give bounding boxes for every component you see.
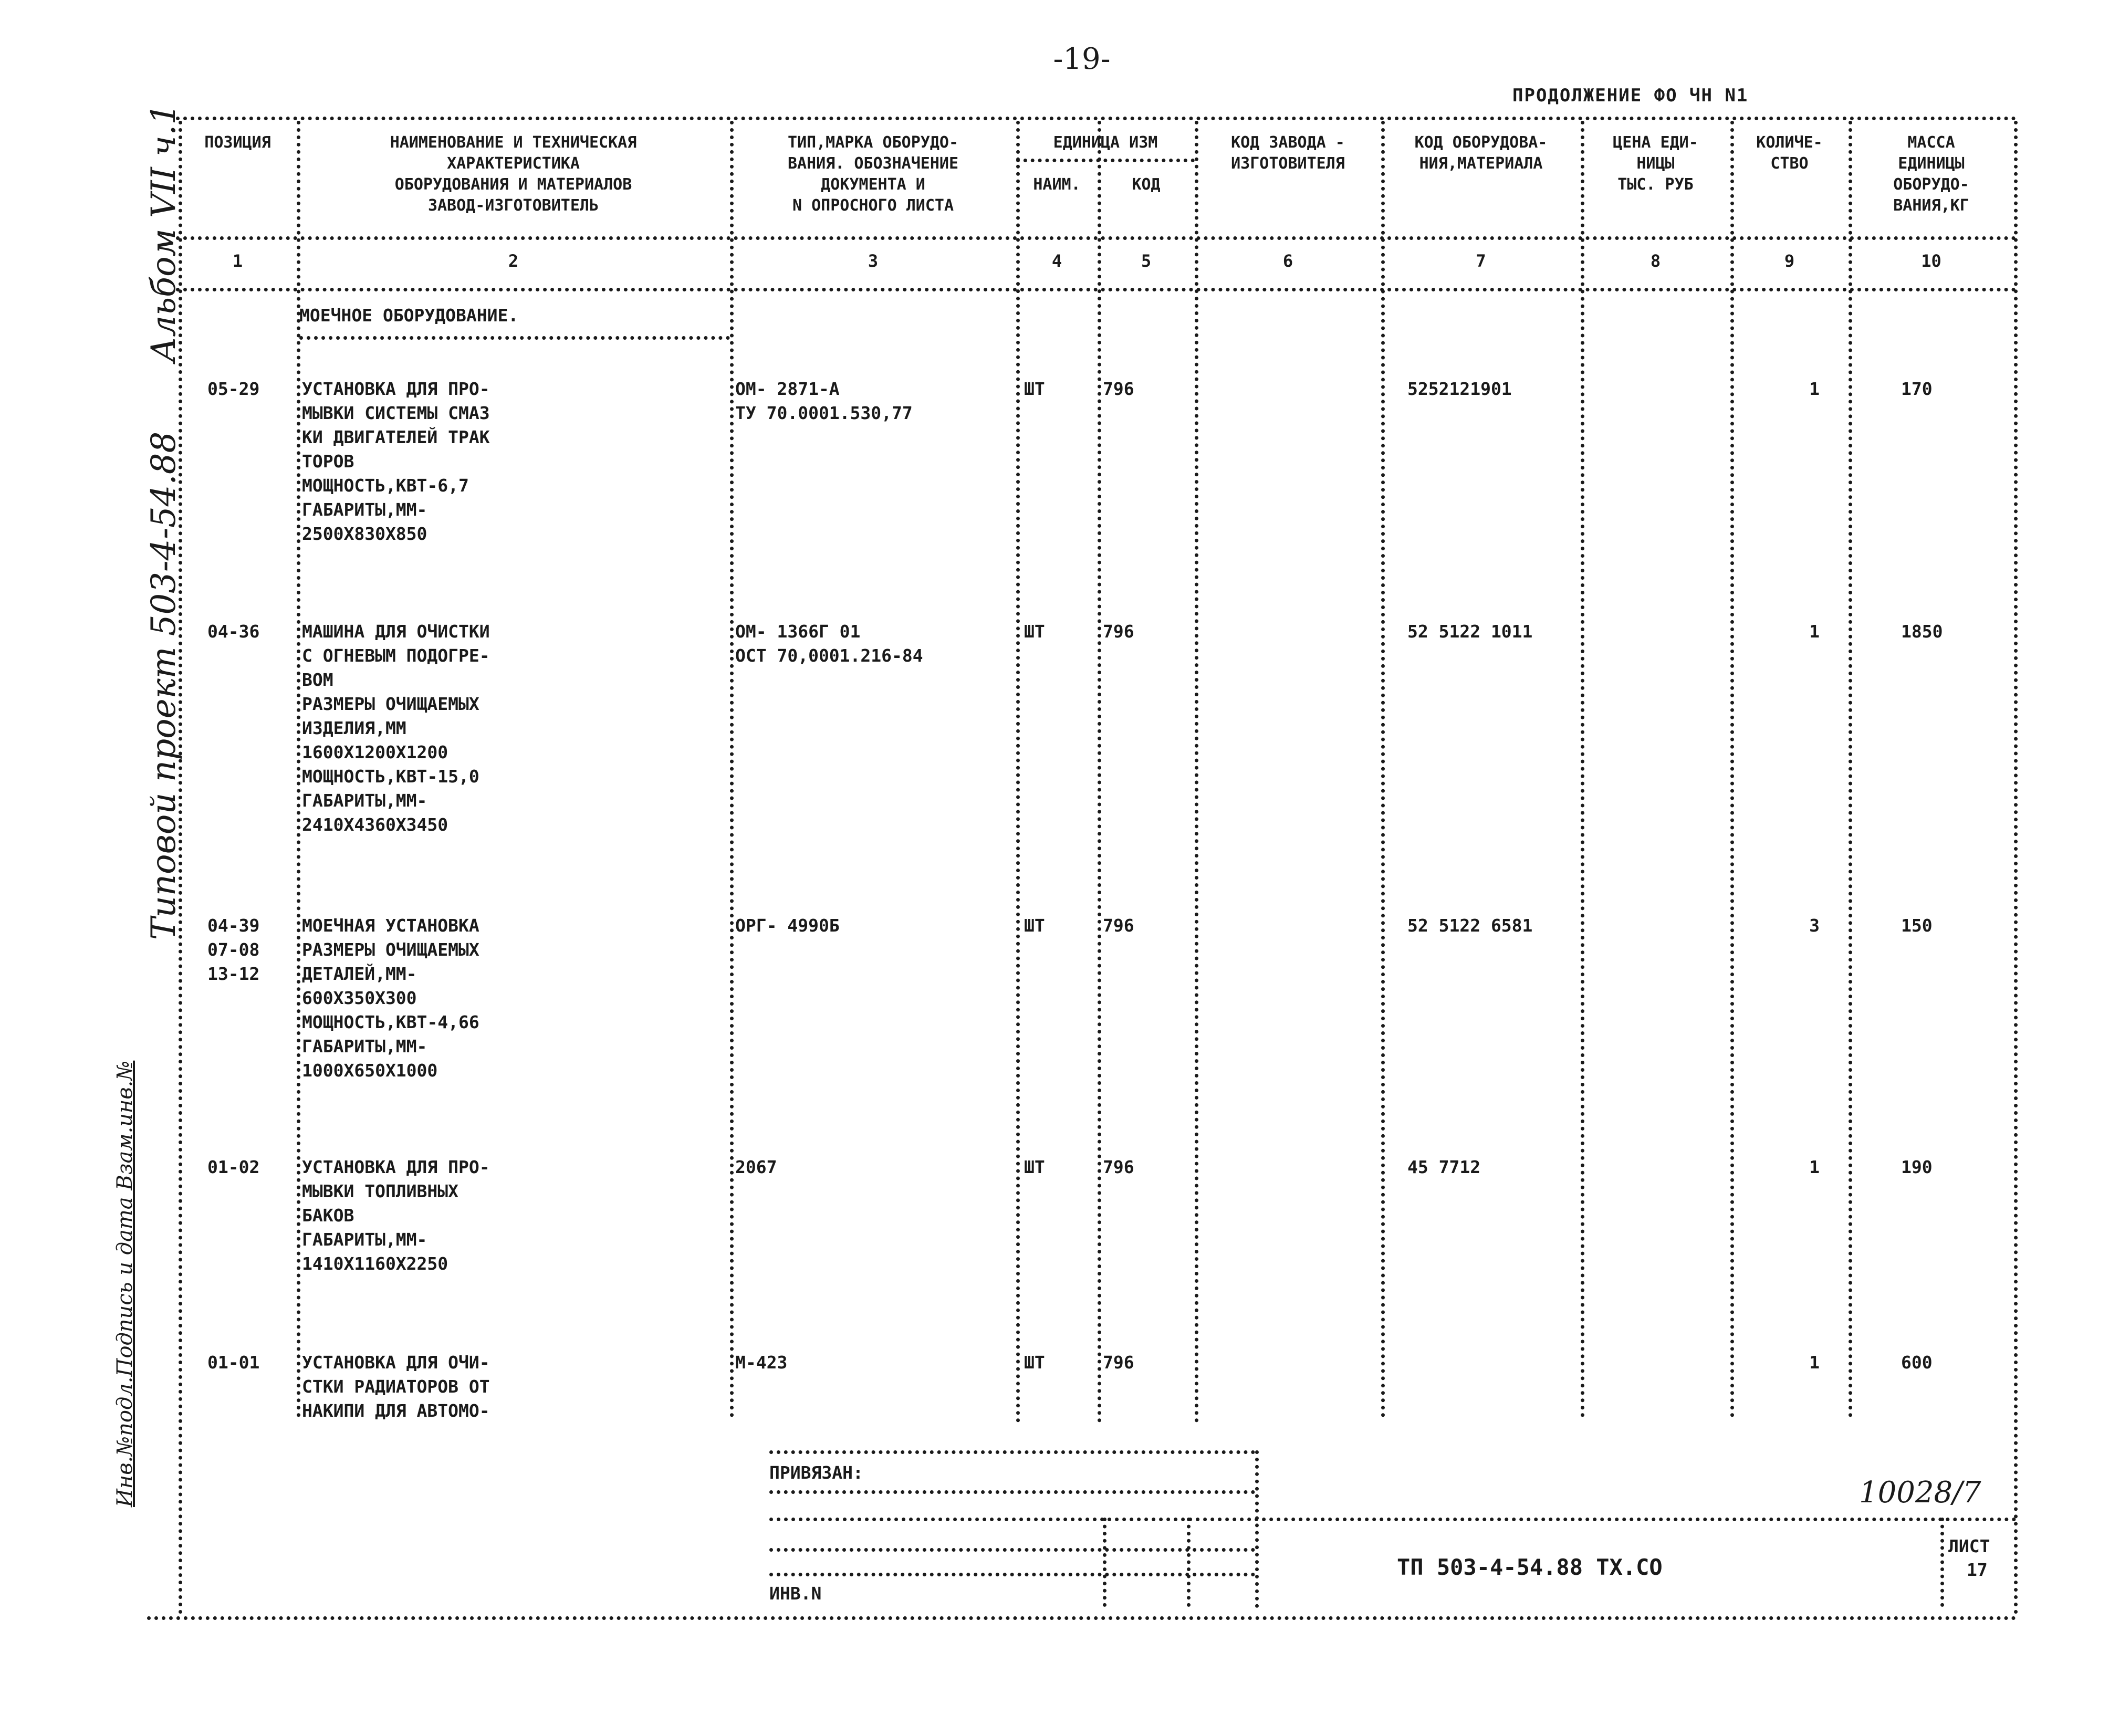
continuation-label: ПРОДОЛЖЕНИЕ ФО ЧН N1: [1512, 85, 1749, 106]
unit-name-cell: ШТ: [1024, 1157, 1045, 1177]
column-header-line: СТВО: [1770, 154, 1809, 173]
column-header-line: ЗАВОД-ИЗГОТОВИТЕЛЬ: [427, 196, 599, 215]
stamp-vline-2: [1103, 1518, 1106, 1607]
position-cell-line: 04-36: [207, 621, 260, 642]
type-cell-line: ОСТ 70,0001.216-84: [735, 645, 923, 666]
mass-cell: 190: [1901, 1157, 1933, 1177]
position-cell: [207, 914, 259, 986]
position-cell-line: 13-12: [207, 964, 260, 984]
position-cell-line: 07-08: [207, 939, 260, 960]
column-rule-3: [1016, 121, 1020, 1423]
unit-subheader-line: [1016, 159, 1195, 162]
column-rule-10: [2014, 121, 2018, 1615]
column-rule-6: [1381, 121, 1385, 1418]
column-number-4: 4: [1051, 251, 1062, 271]
name-cell-line: ГАБАРИТЫ,ММ-: [302, 1036, 427, 1057]
name-cell-line: 1000Х650Х1000: [302, 1060, 438, 1081]
column-header-line: N ОПРОСНОГО ЛИСТА: [792, 196, 954, 215]
type-cell: [735, 620, 923, 668]
stamp-top-line: [769, 1450, 1255, 1454]
handwritten-number: 10028/7: [1859, 1476, 1981, 1510]
name-cell-line: УСТАНОВКА ДЛЯ ПРО-: [302, 379, 490, 399]
column-header-line: ХАРАКТЕРИСТИКА: [447, 154, 580, 173]
name-cell-line: ИЗДЕЛИЯ,ММ: [302, 718, 406, 738]
name-cell-line: МОЩНОСТЬ,КВТ-4,66: [302, 1012, 479, 1032]
page-number: -19-: [1053, 42, 1111, 76]
type-cell: [735, 1155, 777, 1179]
name-cell-line: УСТАНОВКА ДЛЯ ОЧИ-: [302, 1352, 490, 1373]
column-number-1: 1: [232, 251, 243, 271]
column-header-9: [1730, 132, 1849, 174]
type-cell-line: ОМ- 2871-А: [735, 379, 840, 399]
unit-name-cell: ШТ: [1024, 1352, 1045, 1373]
column-rule-4: [1098, 121, 1101, 1423]
column-header-line: ВАНИЯ,КГ: [1893, 196, 1969, 215]
column-header-line: НИЦЫ: [1636, 154, 1675, 173]
name-cell-line: МАШИНА ДЛЯ ОЧИСТКИ: [302, 621, 490, 642]
name-cell-line: 1600Х1200Х1200: [302, 742, 448, 762]
column-rule-8: [1730, 121, 1734, 1418]
unit-name-cell: ШТ: [1024, 621, 1045, 642]
column-number-7: 7: [1476, 251, 1486, 271]
name-cell: [302, 1351, 490, 1423]
column-header-line: ОБОРУДОВАНИЯ И МАТЕРИАЛОВ: [394, 175, 632, 194]
name-cell-line: 2410Х4360Х3450: [302, 814, 448, 835]
name-cell-line: ГАБАРИТЫ,ММ-: [302, 790, 427, 811]
unit-name-cell: ШТ: [1024, 379, 1045, 399]
side-project-label: Типовой проект 503-4-54.88: [144, 431, 183, 940]
column-header-line: КОД: [1132, 175, 1161, 194]
column-number-2: 2: [508, 251, 519, 271]
unit-code-cell: 796: [1103, 379, 1134, 399]
column-header-5: [1098, 174, 1195, 195]
section-title-underline: [299, 336, 730, 340]
column-header-line: МАССА: [1907, 133, 1955, 152]
name-cell: [302, 377, 490, 546]
equipment-code-cell: 5252121901: [1407, 379, 1512, 399]
column-header-line: ПОЗИЦИЯ: [204, 133, 271, 152]
stamp-line-4: [769, 1573, 1255, 1576]
column-rule-2: [730, 121, 734, 1418]
unit-code-cell: 796: [1103, 1352, 1134, 1373]
quantity-cell: 1: [1809, 379, 1820, 399]
unit-code-cell: 796: [1103, 621, 1134, 642]
column-header-2: [297, 132, 730, 216]
name-cell-line: УСТАНОВКА ДЛЯ ПРО-: [302, 1157, 490, 1177]
type-cell: [735, 377, 913, 425]
table-bottom-border: [147, 1616, 2017, 1620]
name-cell: [302, 620, 490, 837]
quantity-cell: 3: [1809, 915, 1820, 936]
column-header-line: ЕДИНИЦЫ: [1898, 154, 1965, 173]
column-rule-0: [179, 121, 182, 1615]
type-cell: [735, 914, 840, 938]
position-cell-line: 05-29: [207, 379, 260, 399]
column-header-1: [179, 132, 297, 153]
unit-code-cell: 796: [1103, 1157, 1134, 1177]
column-header-line: ОБОРУДО-: [1893, 175, 1969, 194]
sheet-label: ЛИСТ: [1948, 1536, 1990, 1556]
column-number-10: 10: [1921, 251, 1941, 271]
type-cell: [735, 1351, 787, 1375]
name-cell-line: КИ ДВИГАТЕЛЕЙ ТРАК: [302, 427, 490, 447]
table-top-border: [176, 117, 2017, 120]
name-cell: [302, 1155, 490, 1276]
column-number-9: 9: [1784, 251, 1795, 271]
stamp-vline-3: [1187, 1518, 1191, 1607]
name-cell-line: НАКИПИ ДЛЯ АВТОМО-: [302, 1400, 490, 1421]
stamp-vline-1: [1255, 1450, 1259, 1608]
name-cell-line: 1410Х1160Х2250: [302, 1253, 448, 1274]
name-cell-line: 2500Х830Х850: [302, 524, 427, 544]
column-header-line: ЦЕНА ЕДИ-: [1613, 133, 1698, 152]
position-cell-line: 01-01: [207, 1352, 260, 1373]
name-cell-line: ВОМ: [302, 670, 333, 690]
position-cell: [207, 1155, 259, 1179]
column-number-3: 3: [868, 251, 879, 271]
column-header-line: ВАНИЯ. ОБОЗНАЧЕНИЕ: [787, 154, 959, 173]
quantity-cell: 1: [1809, 621, 1820, 642]
column-rule-7: [1581, 121, 1584, 1418]
mass-cell: 600: [1901, 1352, 1933, 1373]
name-cell-line: МОЩНОСТЬ,КВТ-15,0: [302, 766, 479, 787]
name-cell-line: БАКОВ: [302, 1205, 354, 1226]
column-header-6: [1195, 132, 1381, 174]
name-cell-line: РАЗМЕРЫ ОЧИЩАЕМЫХ: [302, 939, 479, 960]
column-header-7: [1381, 132, 1581, 174]
name-cell-line: ГАБАРИТЫ,ММ-: [302, 499, 427, 520]
column-header-8: [1581, 132, 1730, 195]
name-cell-line: МЫВКИ СИСТЕМЫ СМАЗ: [302, 403, 490, 423]
column-rule-9: [1849, 121, 1852, 1418]
equipment-code-cell: 52 5122 1011: [1407, 621, 1533, 642]
name-cell-line: С ОГНЕВЫМ ПОДОГРЕ-: [302, 645, 490, 666]
name-cell-line: МЫВКИ ТОПЛИВНЫХ: [302, 1181, 459, 1201]
mass-cell: 150: [1901, 915, 1933, 936]
name-cell-line: 600Х350Х300: [302, 988, 417, 1008]
column-header-line: ТИП,МАРКА ОБОРУДО-: [787, 133, 959, 152]
name-cell-line: МОЩНОСТЬ,КВТ-6,7: [302, 475, 469, 496]
sheet-number: 17: [1967, 1560, 1988, 1580]
doc-code: ТП 503-4-54.88 ТХ.СО: [1397, 1554, 1663, 1580]
name-cell: [302, 914, 479, 1083]
column-header-3: [730, 132, 1016, 216]
equipment-code-cell: 52 5122 6581: [1407, 915, 1533, 936]
name-cell-line: ДЕТАЛЕЙ,ММ-: [302, 964, 417, 984]
position-cell-line: 01-02: [207, 1157, 260, 1177]
name-cell-line: РАЗМЕРЫ ОЧИЩАЕМЫХ: [302, 694, 479, 714]
column-header-line: НАИМЕНОВАНИЕ И ТЕХНИЧЕСКАЯ: [390, 133, 637, 152]
stamp-bound-label: ПРИВЯЗАН:: [769, 1462, 863, 1483]
column-numbers-border: [176, 288, 2017, 291]
position-cell: [207, 377, 259, 401]
position-cell: [207, 620, 259, 644]
type-cell-line: 2067: [735, 1157, 777, 1177]
type-cell-line: М-423: [735, 1352, 788, 1373]
stamp-inv-label: ИНВ.N: [769, 1583, 822, 1604]
name-cell-line: МОЕЧНАЯ УСТАНОВКА: [302, 915, 479, 936]
column-header-line: ДОКУМЕНТА И: [821, 175, 925, 194]
column-header-4: [1016, 174, 1098, 195]
stamp-line-2: [769, 1518, 2017, 1521]
unit-code-cell: 796: [1103, 915, 1134, 936]
position-cell-line: 04-39: [207, 915, 260, 936]
sheet-divider: [1940, 1518, 1944, 1607]
type-cell-line: ОМ- 1366Г 01: [735, 621, 861, 642]
side-fields-label: Инв.№подл.Подпись и дата Взам.инв.№: [113, 1060, 137, 1507]
quantity-cell: 1: [1809, 1352, 1820, 1373]
type-cell-line: ОРГ- 4990Б: [735, 915, 840, 936]
mass-cell: 1850: [1901, 621, 1943, 642]
column-header-line: ТЫС. РУБ: [1617, 175, 1694, 194]
name-cell-line: ГАБАРИТЫ,ММ-: [302, 1229, 427, 1250]
name-cell-line: СТКИ РАДИАТОРОВ ОТ: [302, 1376, 490, 1397]
column-header-line: ИЗГОТОВИТЕЛЯ: [1231, 154, 1345, 173]
name-cell-line: ТОРОВ: [302, 451, 354, 472]
column-header-10: [1849, 132, 2014, 216]
column-number-6: 6: [1282, 251, 1293, 271]
column-number-5: 5: [1141, 251, 1152, 271]
position-cell: [207, 1351, 259, 1375]
column-header-line: НАИМ.: [1033, 175, 1081, 194]
equipment-code-cell: 45 7712: [1407, 1157, 1481, 1177]
stamp-line-1: [769, 1490, 1255, 1494]
column-header-line: НИЯ,МАТЕРИАЛА: [1419, 154, 1543, 173]
unit-header: ЕДИНИЦА ИЗМ: [1053, 133, 1158, 152]
column-rule-5: [1195, 121, 1198, 1423]
column-header-line: КОЛИЧЕ-: [1756, 133, 1823, 152]
side-album-label: Альбом VII ч.1: [144, 103, 183, 362]
quantity-cell: 1: [1809, 1157, 1820, 1177]
stamp-line-3: [769, 1548, 1255, 1552]
mass-cell: 170: [1901, 379, 1933, 399]
column-number-8: 8: [1650, 251, 1661, 271]
column-header-line: КОД ОБОРУДОВА-: [1414, 133, 1548, 152]
section-title: МОЕЧНОЕ ОБОРУДОВАНИЕ.: [299, 305, 519, 326]
header-bottom-border: [176, 236, 2017, 240]
type-cell-line: ТУ 70.0001.530,77: [735, 403, 913, 423]
unit-name-cell: ШТ: [1024, 915, 1045, 936]
column-header-line: КОД ЗАВОДА -: [1231, 133, 1345, 152]
